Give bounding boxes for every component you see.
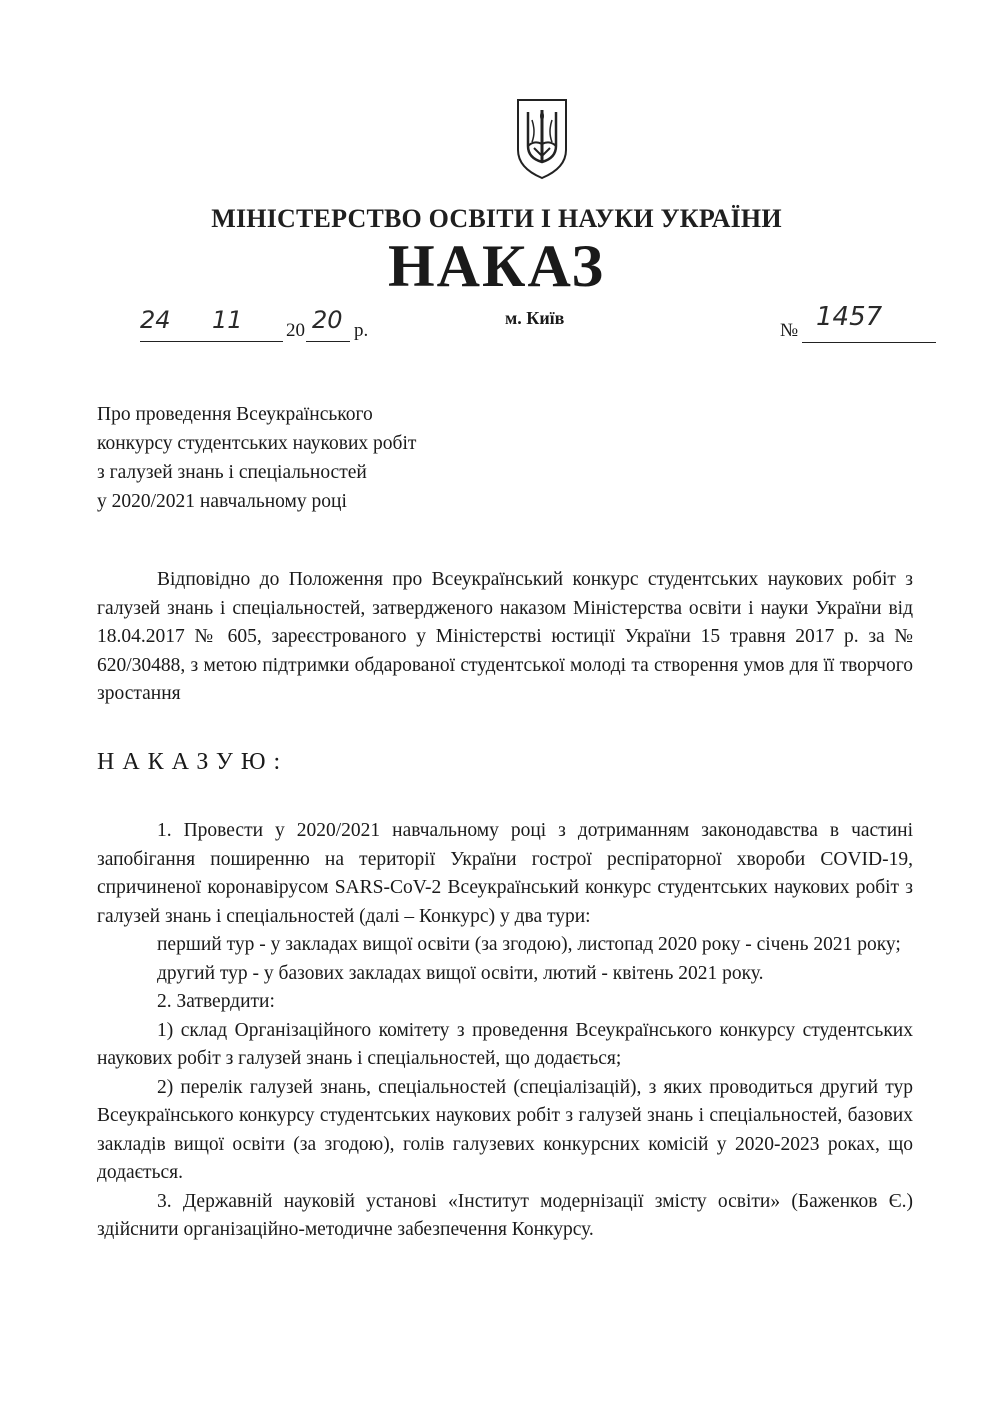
ministry-name: МІНІСТЕРСТВО ОСВІТИ І НАУКИ УКРАЇНИ [211,204,782,233]
subject-line: у 2020/2021 навчальному році [97,491,347,512]
date-year-mark: р. [354,320,369,341]
subject-line: конкурсу студентських наукових робіт [97,433,417,454]
order-number: 1457 [816,302,883,332]
order-items [97,817,913,1245]
item-3: 3. Державній науковій установі «Інститут модернізації змісту освіти» (Баженков Є.) здійснити організаційно-методичне забезпечення Конкурсу. [97,1190,913,1240]
number-label: № [780,320,799,341]
date-year-prefix: 20 [286,320,305,341]
date-underline [140,340,283,342]
item-1: 1. Провести у 2020/2021 навчальному році з дотриманням законодавства в частині запобігання поширенню на території України гострої респіраторної хвороби COVID-19, спричиненої коронавірусом SARS-CoV-2 Всеукраїнський конкурс студентських наукових робіт з галузей знань і спеціальностей (далі – Конкурс) у два тури: [97,820,913,927]
item-2-1: 1) склад Організаційного комітету з проведення Всеукраїнського конкурсу студентських наукових робіт з галузей знань і спеціальностей, що додається; [97,1019,913,1069]
tour-2: другий тур - у базових закладах вищої освіти, лютий - квітень 2021 року. [157,962,764,984]
date-year-suffix: 20 [312,306,343,334]
number-underline [802,341,936,343]
subject-line: з галузей знань і спеціальностей [97,462,367,483]
item-2: 2. Затвердити: [157,991,275,1012]
order-subject [97,400,517,516]
coat-of-arms-icon [514,96,570,182]
date-day: 24 [140,306,171,334]
date-field [140,306,380,346]
order-number-field [780,300,936,346]
preamble-text: Відповідно до Положення про Всеукраїнський конкурс студентських наукових робіт з галузей знань і спеціальностей, затвердженого наказом Міністерства освіти і науки України від 18.04.2017 № 605, зареєстрованого у Міністерстві юстиції України 15 травня 2017 р. за № 620/30488, з метою підтримки обдарованої студентської молоді та створення умов для її творчого зростання [97,569,913,704]
tour-1: перший тур - у закладах вищої освіти (за згодою), листопад 2020 року - січень 2021 року; [157,934,901,955]
year-underline [306,340,350,342]
order-word: НАКАЗУЮ: [97,749,289,775]
item-2-2: 2) перелік галузей знань, спеціальностей (спеціалізацій), з яких проводиться другий тур Всеукраїнського конкурсу студентських наукових робіт з галузей знань і спеціальностей, базових закладів вищої освіти (за згодою), голів галузевих конкурсних комісій у 2020-2023 роках, що додається. [97,1076,913,1183]
city: м. Київ [505,308,565,328]
subject-line: Про проведення Всеукраїнського [97,404,373,425]
document-type-title: НАКАЗ [387,233,605,299]
preamble-block [97,566,913,709]
date-month: 11 [212,306,243,334]
